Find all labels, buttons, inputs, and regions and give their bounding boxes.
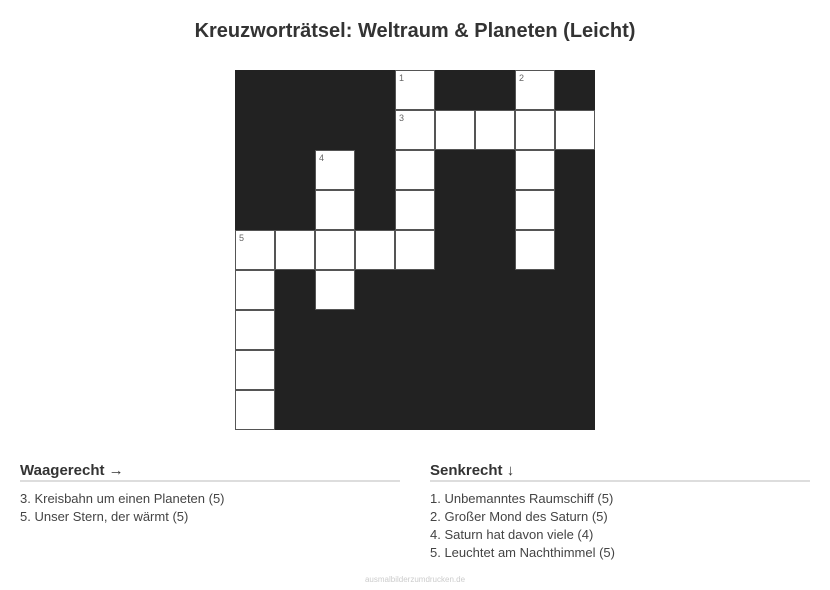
grid-cell-blocked: [515, 390, 555, 430]
grid-cell-empty[interactable]: [475, 110, 515, 150]
grid-cell-blocked: [555, 390, 595, 430]
grid-cell-empty[interactable]: [515, 110, 555, 150]
grid-cell-empty[interactable]: [315, 270, 355, 310]
grid-cell-blocked: [435, 390, 475, 430]
grid-cell-blocked: [355, 350, 395, 390]
clue-item: 5. Unser Stern, der wärmt (5): [20, 509, 189, 524]
grid-cell-empty[interactable]: [515, 190, 555, 230]
grid-cell-blocked: [275, 110, 315, 150]
cell-number: 3: [399, 113, 405, 123]
grid-cell-blocked: [315, 70, 355, 110]
grid-cell-empty[interactable]: [395, 110, 435, 150]
grid-cell-empty[interactable]: [555, 110, 595, 150]
grid-cell-blocked: [235, 150, 275, 190]
grid-cell-blocked: [555, 190, 595, 230]
grid-cell-blocked: [475, 150, 515, 190]
grid-cell-empty[interactable]: [435, 110, 475, 150]
footer-watermark: ausmalbilderzumdrucken.de: [364, 575, 466, 584]
clue-item: 2. Großer Mond des Saturn (5): [430, 509, 608, 524]
grid-cell-empty[interactable]: [235, 390, 275, 430]
clue-item: 1. Unbemanntes Raumschiff (5): [430, 491, 614, 506]
grid-cell-blocked: [275, 350, 315, 390]
grid-cell-blocked: [435, 350, 475, 390]
grid-cell-blocked: [395, 310, 435, 350]
grid-cell-blocked: [555, 150, 595, 190]
grid-cell-blocked: [355, 190, 395, 230]
across-heading: Waagerecht →: [20, 462, 400, 482]
grid-cell-blocked: [435, 310, 475, 350]
grid-cell-blocked: [435, 230, 475, 270]
grid-cell-blocked: [275, 70, 315, 110]
grid-cell-blocked: [315, 310, 355, 350]
grid-cell-empty[interactable]: [395, 70, 435, 110]
grid-cell-blocked: [355, 110, 395, 150]
cell-number: 1: [399, 73, 405, 83]
grid-cell-blocked: [395, 350, 435, 390]
grid-cell-blocked: [475, 270, 515, 310]
clue-item: 3. Kreisbahn um einen Planeten (5): [20, 491, 225, 506]
down-clue-list: [430, 490, 810, 562]
grid-cell-empty[interactable]: [355, 230, 395, 270]
grid-cell-empty[interactable]: [315, 190, 355, 230]
grid-cell-blocked: [235, 190, 275, 230]
across-clues: [20, 462, 400, 526]
grid-cell-blocked: [555, 310, 595, 350]
grid-cell-blocked: [275, 190, 315, 230]
crossword-grid: [235, 70, 595, 430]
grid-cell-blocked: [435, 270, 475, 310]
grid-cell-blocked: [475, 70, 515, 110]
grid-cell-blocked: [475, 350, 515, 390]
grid-cell-blocked: [395, 270, 435, 310]
grid-cell-empty[interactable]: [315, 150, 355, 190]
grid-cell-empty[interactable]: [235, 270, 275, 310]
grid-cell-blocked: [435, 150, 475, 190]
grid-cell-blocked: [475, 230, 515, 270]
grid-cell-blocked: [315, 110, 355, 150]
grid-cell-blocked: [355, 310, 395, 350]
clue-item: 4. Saturn hat davon viele (4): [430, 527, 594, 542]
grid-cell-empty[interactable]: [235, 310, 275, 350]
grid-cell-blocked: [275, 390, 315, 430]
cell-number: 4: [319, 153, 325, 163]
grid-cell-blocked: [355, 150, 395, 190]
grid-cell-blocked: [355, 390, 395, 430]
grid-cell-blocked: [475, 390, 515, 430]
grid-cell-blocked: [555, 230, 595, 270]
grid-cell-blocked: [395, 390, 435, 430]
grid-cell-blocked: [515, 270, 555, 310]
grid-cell-blocked: [235, 110, 275, 150]
grid-cell-blocked: [235, 70, 275, 110]
grid-cell-empty[interactable]: [235, 230, 275, 270]
grid-cell-empty[interactable]: [275, 230, 315, 270]
grid-cell-blocked: [555, 270, 595, 310]
grid-cell-blocked: [355, 270, 395, 310]
grid-cell-blocked: [555, 70, 595, 110]
cell-number: 5: [239, 233, 245, 243]
grid-cell-blocked: [515, 310, 555, 350]
down-clues: [430, 462, 810, 562]
grid-cell-blocked: [355, 70, 395, 110]
grid-cell-blocked: [475, 310, 515, 350]
grid-cell-empty[interactable]: [515, 150, 555, 190]
grid-cell-empty[interactable]: [235, 350, 275, 390]
grid-cell-blocked: [555, 350, 595, 390]
cell-number: 2: [519, 73, 525, 83]
grid-cell-blocked: [435, 190, 475, 230]
grid-cell-blocked: [515, 350, 555, 390]
grid-cell-empty[interactable]: [395, 230, 435, 270]
grid-cell-empty[interactable]: [515, 70, 555, 110]
grid-cell-empty[interactable]: [315, 230, 355, 270]
grid-cell-blocked: [275, 150, 315, 190]
grid-cell-blocked: [475, 190, 515, 230]
puzzle-title: Kreuzworträtsel: Weltraum & Planeten (Leicht): [194, 20, 636, 42]
grid-cell-blocked: [315, 390, 355, 430]
grid-cell-blocked: [275, 310, 315, 350]
grid-cell-empty[interactable]: [395, 150, 435, 190]
down-heading: Senkrecht ↓: [430, 462, 810, 482]
clue-item: 5. Leuchtet am Nachthimmel (5): [430, 545, 615, 560]
grid-cell-blocked: [435, 70, 475, 110]
grid-cell-blocked: [275, 270, 315, 310]
grid-cell-blocked: [315, 350, 355, 390]
across-clue-list: [20, 490, 400, 526]
grid-cell-empty[interactable]: [515, 230, 555, 270]
grid-cell-empty[interactable]: [395, 190, 435, 230]
